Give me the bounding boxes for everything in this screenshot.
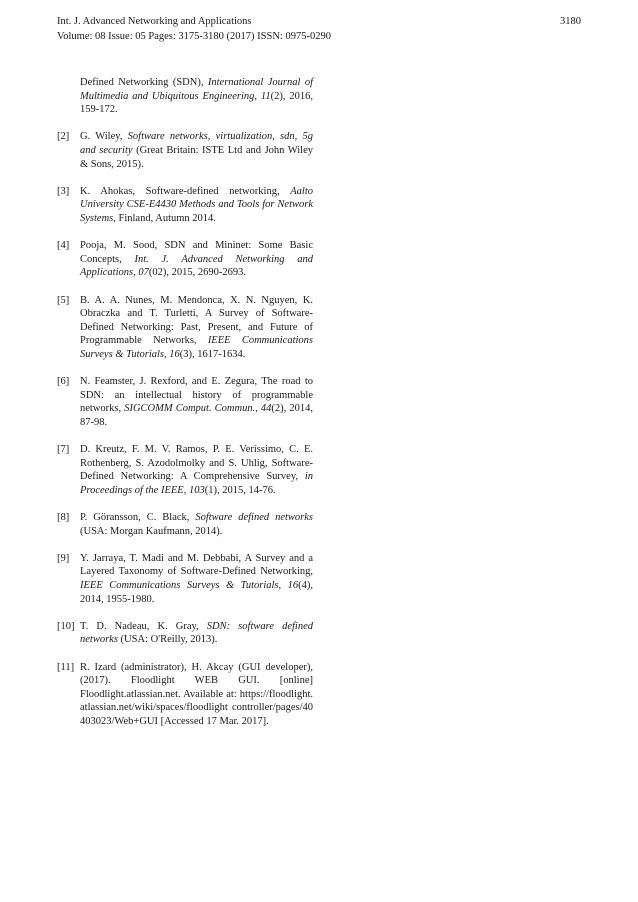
references-list [57, 76, 313, 742]
reference-source: IEEE Communications Surveys & Tutorials, 16 [80, 579, 299, 591]
reference-label: [7] [57, 444, 70, 456]
reference-item [57, 185, 313, 226]
reference-label: [11] [57, 661, 75, 673]
reference-part: [Accessed 17 Mar. 2017]. [157, 715, 269, 727]
reference-part: Pooja, M. Sood, SDN and Mininet: Some Basic Concepts, [80, 240, 313, 265]
reference-part: (2), 2014, 87-98. [80, 403, 313, 428]
reference-text [80, 552, 313, 606]
reference-part: T. D. Nadeau, K. Gray, [80, 620, 207, 632]
reference-part: (2), 2016, 159-172. [80, 90, 313, 116]
reference-item [57, 511, 313, 538]
reference-source: Int. J. Advanced Networking and Applications, 07 [80, 253, 314, 279]
reference-part: B. A. A. Nunes, M. Mendonca, X. N. Nguyen, K. Obraczka and T. Turletti, A Survey of Software-Defined Networking: Past, Present, and Future of Programmable Networks, [80, 294, 313, 347]
reference-text [80, 76, 313, 117]
reference-item [57, 76, 313, 117]
reference-source: Software networks, virtualization, sdn, 5g and security [80, 131, 314, 156]
reference-url: https://floodlight.atlassian.net/wiki/spaces/floodlight controller/pages/40403023/Web+GUI [80, 688, 313, 727]
reference-source: IEEE Communications Surveys & Tutorials, 16 [80, 335, 313, 360]
reference-text [80, 511, 313, 538]
reference-part: , Finland, Autumn 2014. [113, 212, 216, 224]
reference-text [80, 130, 313, 171]
journal-title: Int. J. Advanced Networking and Applications [57, 16, 252, 27]
reference-label: [5] [57, 294, 70, 306]
reference-item [57, 294, 313, 362]
reference-label: [10] [57, 620, 75, 632]
reference-source: Aalto University CSE-E4430 Methods and Tools for Network Systems [80, 185, 313, 224]
volume-info: Volume: 08 Issue: 05 Pages: 3175-3180 (2017) ISSN: 0975-0290 [57, 31, 331, 42]
reference-part: (USA: O'Reilly, 2013). [117, 634, 218, 646]
reference-text [80, 375, 313, 429]
reference-part: R. Izard (administrator), H. Akcay (GUI developer), (2017). Floodlight WEB GUI. [online] Floodlight.atlassian.net. Available at: [80, 661, 313, 700]
reference-item [57, 552, 313, 606]
reference-item [57, 375, 313, 429]
reference-item [57, 130, 313, 171]
reference-item [57, 620, 313, 647]
reference-part: D. Kreutz, F. M. V. Ramos, P. E. Veríssimo, C. E. Rothenberg, S. Azodolmolky and S. Uhlig, Software-Defined Networking: A Comprehensive Survey, [80, 444, 313, 483]
reference-source: SIGCOMM Comput. Commun., 44 [124, 403, 272, 415]
reference-part: (USA: Morgan Kaufmann, 2014). [80, 525, 223, 537]
reference-label: [2] [57, 131, 70, 143]
reference-part: G. Wiley, [80, 131, 128, 143]
reference-part: Defined Networking (SDN), [80, 77, 208, 88]
reference-label: [9] [57, 552, 70, 564]
reference-part: (1), 2015, 14-76. [204, 484, 276, 496]
reference-label: [8] [57, 512, 70, 523]
page-number: 3180 [560, 16, 581, 27]
reference-part: K. Ahokas, Software-defined networking, [80, 185, 291, 197]
reference-text [80, 185, 313, 226]
reference-source: in Proceedings of the IEEE, 103 [80, 471, 313, 496]
reference-text [80, 294, 313, 362]
reference-label [57, 76, 80, 117]
reference-item [57, 661, 313, 729]
reference-source: International Journal of Multimedia and Ubiquitous Engineering, 11 [80, 77, 313, 102]
reference-label: [4] [57, 240, 70, 252]
reference-text [80, 661, 313, 729]
reference-part: (Great Britain: ISTE Ltd and John Wiley & Sons, 2015). [80, 144, 313, 170]
reference-part: Y. Jarraya, T. Madi and M. Debbabi, A Survey and a Layered Taxonomy of Software-Defined Networking, [80, 552, 313, 578]
reference-text [80, 620, 313, 647]
reference-part: N. Feamster, J. Rexford, and E. Zegura, The road to SDN: an intellectual history of programmable networks, [80, 376, 313, 415]
running-header [57, 14, 581, 44]
reference-part: (02), 2015, 2690-2693. [148, 267, 246, 279]
reference-source: SDN: software defined networks [80, 620, 313, 646]
reference-label: [6] [57, 376, 70, 388]
reference-part: (3), 1617-1634. [179, 348, 246, 360]
reference-label: [3] [57, 185, 70, 197]
reference-item [57, 443, 313, 497]
reference-item [57, 239, 313, 280]
reference-text [80, 239, 313, 280]
reference-source: Software defined networks [195, 512, 313, 523]
reference-text [80, 443, 313, 497]
reference-part: (4), 2014, 1955-1980. [80, 579, 313, 605]
reference-part: P. Göransson, C. Black, [80, 512, 196, 523]
